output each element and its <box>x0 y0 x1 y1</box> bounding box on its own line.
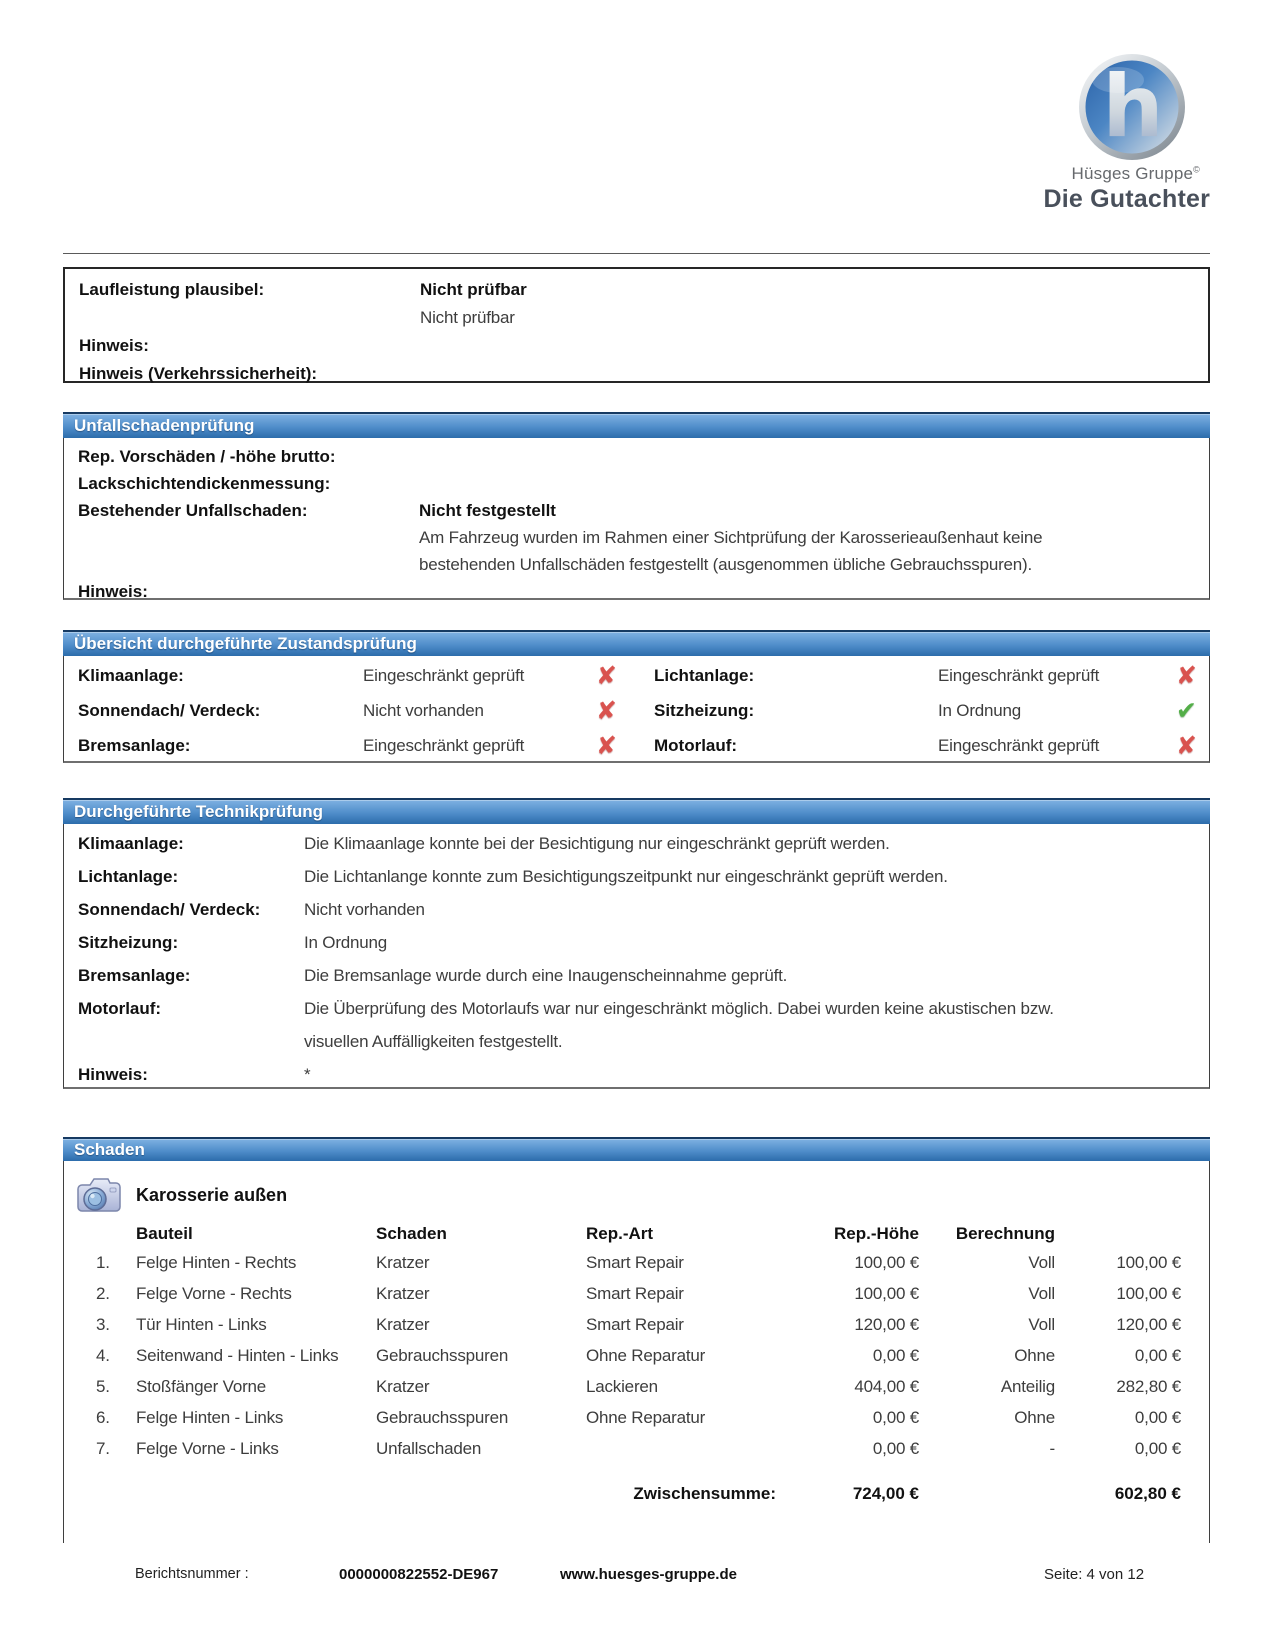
damage-row <box>64 1278 1209 1309</box>
row-value: In Ordnung <box>938 700 1022 720</box>
cell-bauteil: Felge Hinten - Links <box>136 1408 284 1427</box>
condition-row <box>64 658 1209 693</box>
cell-repart: Ohne Reparatur <box>586 1408 706 1427</box>
technical-row <box>64 959 1209 992</box>
row-label: Hinweis: <box>79 336 149 355</box>
cell-bauteil: Felge Vorne - Rechts <box>136 1284 292 1303</box>
technical-row <box>64 860 1209 893</box>
accident-row <box>64 578 1209 605</box>
technical-row <box>64 992 1209 1058</box>
row-label: Hinweis: <box>78 1065 148 1084</box>
row-label: Rep. Vorschäden / -höhe brutto: <box>78 447 336 466</box>
logo-monogram: h <box>1102 57 1164 157</box>
row-label: Sitzheizung: <box>78 933 179 952</box>
damage-section <box>63 1137 1210 1543</box>
cell-berechnung: Anteilig <box>1000 1377 1055 1396</box>
cell-bauteil: Seitenwand - Hinten - Links <box>136 1346 339 1365</box>
row-value: Die Lichtanlange konnte zum Besichtigungszeitpunkt nur eingeschränkt geprüft werden. <box>304 867 948 886</box>
condition-row <box>64 693 1209 728</box>
row-value: Eingeschränkt geprüft <box>938 735 1100 755</box>
cell-schaden: Kratzer <box>376 1315 430 1334</box>
cell-bauteil: Felge Vorne - Links <box>136 1439 279 1458</box>
section-header: Übersicht durchgeführte Zustandsprüfung <box>63 630 1210 656</box>
row-value <box>304 992 1054 1058</box>
cell-rephoehe: 0,00 € <box>872 1346 919 1365</box>
section-body <box>63 1161 1210 1543</box>
cell-rephoehe: 0,00 € <box>872 1408 919 1427</box>
row-label: Laufleistung plausibel: <box>79 280 265 299</box>
cell-betrag: 282,80 € <box>1116 1377 1181 1396</box>
section-header: Unfallschadenprüfung <box>63 412 1210 438</box>
row-value: In Ordnung <box>304 933 388 952</box>
row-value: * <box>304 1065 311 1084</box>
row-value-line2: visuellen Auffälligkeiten festgestellt. <box>304 1032 563 1051</box>
ok-icon: ✔ <box>1176 695 1197 725</box>
cell-repart: Ohne Reparatur <box>586 1346 706 1365</box>
accident-row <box>64 443 1209 470</box>
col-header-berechnung: Berechnung <box>955 1224 1055 1243</box>
row-value: Die Klimaanlage konnte bei der Besichtigung nur eingeschränkt geprüft werden. <box>304 834 890 853</box>
cell-repart: Smart Repair <box>586 1315 684 1334</box>
cell-repart <box>586 1433 776 1464</box>
row-value: Eingeschränkt geprüft <box>938 665 1100 685</box>
cell-rephoehe: 100,00 € <box>854 1284 919 1303</box>
cell-schaden: Gebrauchsspuren <box>376 1346 509 1365</box>
row-label: Klimaanlage: <box>78 834 184 853</box>
col-header-rephoehe: Rep.-Höhe <box>834 1224 919 1243</box>
cell-betrag: 0,00 € <box>1134 1408 1181 1427</box>
cell-berechnung: Ohne <box>1014 1346 1055 1365</box>
cell-berechnung: Voll <box>1028 1284 1055 1303</box>
logo-company-text: Hüsges Gruppe <box>1071 164 1194 183</box>
cell-schaden: Kratzer <box>376 1253 430 1272</box>
company-logo <box>63 52 1210 214</box>
top-rule <box>63 253 1210 254</box>
damage-row <box>64 1309 1209 1340</box>
row-value: Nicht festgestellt <box>419 501 556 520</box>
fail-icon: ✘ <box>596 660 617 690</box>
plausibility-box <box>63 267 1210 383</box>
row-label: Bestehender Unfallschaden: <box>78 501 308 520</box>
col-header-schaden: Schaden <box>376 1224 447 1243</box>
row-number: 2. <box>96 1284 110 1303</box>
subtotal-label: Zwischensumme: <box>633 1484 776 1503</box>
damage-subtotal-row <box>64 1478 1209 1509</box>
damage-row <box>64 1247 1209 1278</box>
row-value: Die Bremsanlage wurde durch eine Inaugenscheinnahme geprüft. <box>304 966 788 985</box>
row-number: 3. <box>96 1315 110 1334</box>
row-label: Motorlauf: <box>654 735 738 755</box>
cell-betrag: 100,00 € <box>1116 1253 1181 1272</box>
cell-berechnung: Voll <box>1028 1315 1055 1334</box>
plausibility-row <box>65 276 1208 304</box>
row-value-line1: Die Überprüfung des Motorlaufs war nur eingeschränkt möglich. Dabei wurden keine akustischen bzw. <box>304 999 1054 1018</box>
fail-icon: ✘ <box>596 695 617 725</box>
technical-row <box>64 893 1209 926</box>
section-body <box>63 656 1210 763</box>
subtotal-betrag: 602,80 € <box>1114 1484 1181 1503</box>
row-number: 5. <box>96 1377 110 1396</box>
logo-company-name <box>63 164 1210 184</box>
row-value: Nicht prüfbar <box>420 308 515 327</box>
cell-bauteil: Tür Hinten - Links <box>136 1315 267 1334</box>
row-label: Lichtanlage: <box>654 665 755 685</box>
cell-schaden: Unfallschaden <box>376 1439 482 1458</box>
row-label: Motorlauf: <box>78 999 162 1018</box>
accident-paragraph-line1: Am Fahrzeug wurden im Rahmen einer Sichtprüfung der Karosserieaußenhaut keine <box>419 528 1043 547</box>
row-label: Sitzheizung: <box>654 700 755 720</box>
fail-icon: ✘ <box>1176 660 1197 690</box>
row-label: Lichtanlage: <box>78 867 179 886</box>
fail-icon: ✘ <box>596 730 617 760</box>
condition-row <box>64 728 1209 763</box>
damage-row <box>64 1371 1209 1402</box>
cell-repart: Smart Repair <box>586 1253 684 1272</box>
cell-schaden: Gebrauchsspuren <box>376 1408 509 1427</box>
col-header-repart: Rep.-Art <box>586 1224 654 1243</box>
cell-repart: Lackieren <box>586 1377 658 1396</box>
cell-bauteil: Felge Hinten - Rechts <box>136 1253 297 1272</box>
cell-rephoehe: 120,00 € <box>854 1315 919 1334</box>
damage-row <box>64 1433 1209 1464</box>
row-value: Eingeschränkt geprüft <box>363 665 525 685</box>
cell-betrag: 100,00 € <box>1116 1284 1181 1303</box>
accident-row <box>64 497 1209 524</box>
damage-group-row <box>64 1169 1209 1221</box>
cell-berechnung: Voll <box>1028 1253 1055 1272</box>
cell-schaden: Kratzer <box>376 1284 430 1303</box>
cell-berechnung: Ohne <box>1014 1408 1055 1427</box>
cell-bauteil: Stoßfänger Vorne <box>136 1377 267 1396</box>
section-header: Durchgeführte Technikprüfung <box>63 798 1210 824</box>
row-label: Sonnendach/ Verdeck: <box>78 900 261 919</box>
accident-check-section <box>63 412 1210 600</box>
damage-row <box>64 1402 1209 1433</box>
plausibility-row <box>65 304 1208 332</box>
section-body <box>63 438 1210 600</box>
cell-betrag: 0,00 € <box>1134 1346 1181 1365</box>
cell-rephoehe: 0,00 € <box>872 1439 919 1458</box>
damage-table-header <box>64 1221 1209 1247</box>
damage-row <box>64 1340 1209 1371</box>
row-label: Sonnendach/ Verdeck: <box>78 700 261 720</box>
row-label: Hinweis (Verkehrssicherheit): <box>79 364 318 383</box>
page-indicator: Seite: 4 von 12 <box>1044 1566 1145 1583</box>
technical-row <box>64 1058 1209 1091</box>
logo-h-icon <box>1076 52 1188 162</box>
col-header-bauteil: Bauteil <box>136 1224 193 1243</box>
cell-repart: Smart Repair <box>586 1284 684 1303</box>
section-header: Schaden <box>63 1137 1210 1161</box>
row-label: Bremsanlage: <box>78 735 191 755</box>
logo-registered-mark: © <box>1193 164 1200 175</box>
row-value: Eingeschränkt geprüft <box>363 735 525 755</box>
condition-overview-section <box>63 630 1210 763</box>
row-label <box>79 304 420 332</box>
row-value: Nicht vorhanden <box>363 700 484 720</box>
technical-row <box>64 827 1209 860</box>
section-body <box>63 824 1210 1089</box>
camera-icon <box>76 1174 122 1216</box>
row-label: Lackschichtendickenmessung: <box>78 474 331 493</box>
row-value: Nicht vorhanden <box>304 900 425 919</box>
row-value: Nicht prüfbar <box>420 280 527 299</box>
plausibility-row <box>65 360 1208 388</box>
accident-paragraph-line2: bestehenden Unfallschäden festgestellt (ausgenommen übliche Gebrauchsspuren). <box>419 555 1033 574</box>
row-number: 6. <box>96 1408 110 1427</box>
fail-icon: ✘ <box>1176 730 1197 760</box>
report-number-label: Berichtsnummer : <box>135 1566 249 1582</box>
row-label: Bremsanlage: <box>78 966 191 985</box>
cell-betrag: 120,00 € <box>1116 1315 1181 1334</box>
accident-row <box>64 470 1209 497</box>
technical-row <box>64 926 1209 959</box>
cell-rephoehe: 100,00 € <box>854 1253 919 1272</box>
plausibility-row <box>65 332 1208 360</box>
technical-check-section <box>63 798 1210 1089</box>
subtotal-rephoehe: 724,00 € <box>852 1484 919 1503</box>
report-number-value: 0000000822552-DE967 <box>339 1566 499 1583</box>
row-label: Hinweis: <box>78 582 148 601</box>
website-link: www.huesges-gruppe.de <box>560 1566 737 1583</box>
cell-betrag: 0,00 € <box>1134 1439 1181 1458</box>
cell-berechnung: - <box>1049 1439 1055 1458</box>
cell-schaden: Kratzer <box>376 1377 430 1396</box>
cell-rephoehe: 404,00 € <box>854 1377 919 1396</box>
row-number: 7. <box>96 1439 110 1458</box>
logo-tagline: Die Gutachter <box>1043 185 1210 213</box>
row-label: Klimaanlage: <box>78 665 184 685</box>
row-number: 4. <box>96 1346 110 1365</box>
damage-group-title: Karosserie außen <box>136 1184 288 1205</box>
row-number: 1. <box>96 1253 110 1272</box>
